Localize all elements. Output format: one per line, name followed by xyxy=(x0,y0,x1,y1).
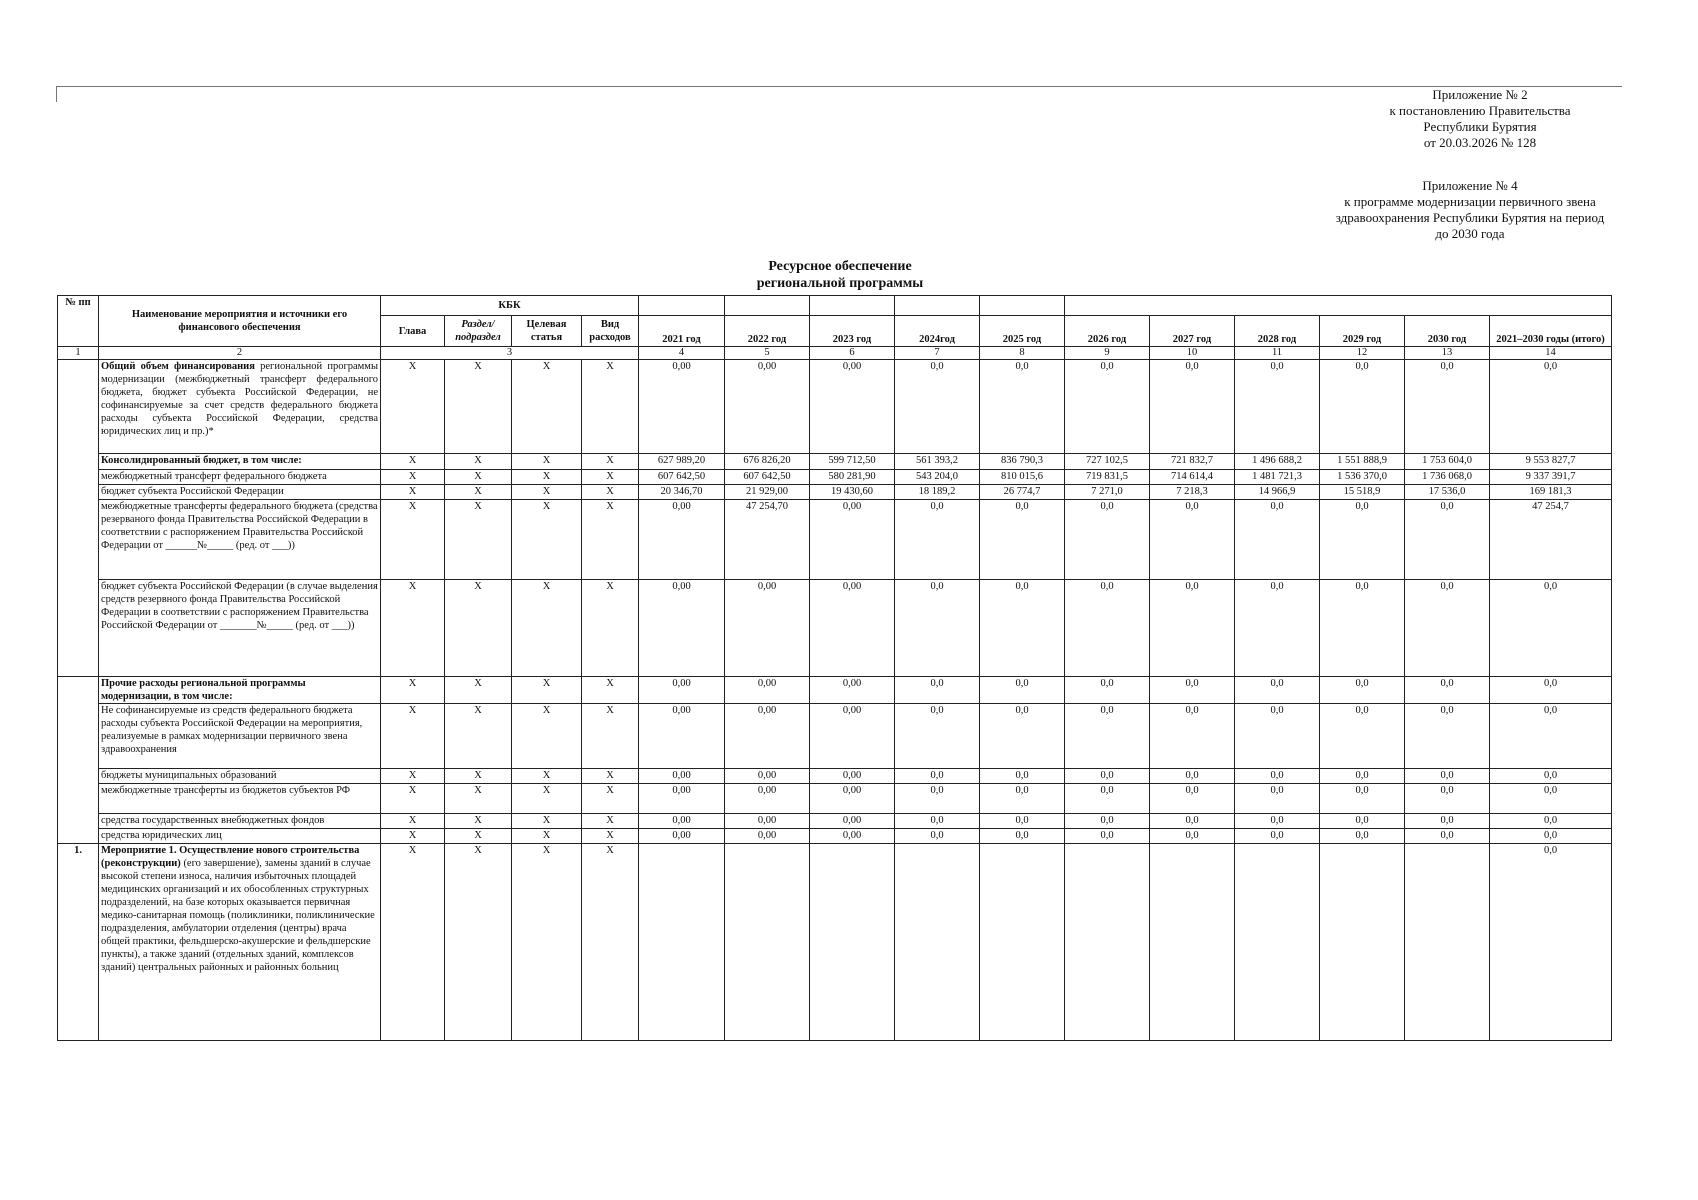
value-cell: 0,00 xyxy=(639,829,725,844)
kbk-cell: X xyxy=(381,704,445,769)
value-cell: 0,0 xyxy=(980,784,1065,814)
value-cell: 0,0 xyxy=(980,360,1065,454)
row-name: межбюджетный трансферт федерального бюджета xyxy=(99,470,381,485)
value-cell: 0,00 xyxy=(725,677,810,704)
value-cell: 0,0 xyxy=(1065,829,1150,844)
value-cell: 0,0 xyxy=(1065,769,1150,784)
value-cell: 0,0 xyxy=(1490,829,1612,844)
value-cell: 0,0 xyxy=(980,829,1065,844)
kbk-cell: X xyxy=(445,844,512,1041)
col-number: 3 xyxy=(381,347,639,360)
kbk-cell: X xyxy=(445,784,512,814)
kbk-cell: X xyxy=(512,485,582,500)
value-cell xyxy=(1235,844,1320,1041)
value-cell: 9 553 827,7 xyxy=(1490,454,1612,470)
kbk-cell: X xyxy=(512,500,582,580)
value-cell: 0,0 xyxy=(1150,784,1235,814)
row-name: бюджеты муниципальных образований xyxy=(99,769,381,784)
value-cell: 0,0 xyxy=(1150,580,1235,677)
value-cell: 0,0 xyxy=(1405,580,1490,677)
kbk-cell: X xyxy=(445,360,512,454)
table-row xyxy=(58,485,1612,500)
kbk-cell: X xyxy=(381,470,445,485)
col-number: 8 xyxy=(980,347,1065,360)
appendix-4-block xyxy=(1320,178,1620,242)
value-cell: 719 831,5 xyxy=(1065,470,1150,485)
kbk-cell: X xyxy=(582,784,639,814)
header-year-total: 2021–2030 годы (итого) xyxy=(1490,316,1612,347)
row-name: межбюджетные трансферты из бюджетов субъектов РФ xyxy=(99,784,381,814)
col-number: 1 xyxy=(58,347,99,360)
header-blank xyxy=(639,296,725,316)
col-number: 2 xyxy=(99,347,381,360)
kbk-cell: X xyxy=(381,500,445,580)
value-cell: 1 481 721,3 xyxy=(1235,470,1320,485)
value-cell: 0,0 xyxy=(1320,580,1405,677)
header-blank xyxy=(895,296,980,316)
header-year: 2025 год xyxy=(980,316,1065,347)
kbk-cell: X xyxy=(512,360,582,454)
kbk-cell: X xyxy=(512,829,582,844)
header-kbk-col: Вид расходов xyxy=(582,316,639,347)
value-cell: 0,0 xyxy=(1235,360,1320,454)
value-cell: 561 393,2 xyxy=(895,454,980,470)
value-cell: 0,0 xyxy=(1490,704,1612,769)
value-cell: 0,0 xyxy=(1150,769,1235,784)
col-number: 4 xyxy=(639,347,725,360)
row-name: Не софинансируемые из средств федерального бюджета расходы субъекта Российской Федерации на мероприятия, реализуемые в рамках модернизации первичного звена здравоохранения xyxy=(99,704,381,769)
kbk-cell: X xyxy=(582,500,639,580)
table-row xyxy=(58,500,1612,580)
value-cell: 0,00 xyxy=(810,829,895,844)
value-cell: 0,0 xyxy=(1235,704,1320,769)
value-cell: 0,0 xyxy=(1405,677,1490,704)
kbk-cell: X xyxy=(582,485,639,500)
kbk-cell: X xyxy=(381,769,445,784)
value-cell: 607 642,50 xyxy=(639,470,725,485)
kbk-cell: X xyxy=(512,814,582,829)
col-number: 6 xyxy=(810,347,895,360)
kbk-cell: X xyxy=(381,814,445,829)
title-line-1: Ресурсное обеспечение xyxy=(768,259,912,274)
value-cell: 0,0 xyxy=(1405,784,1490,814)
value-cell: 0,0 xyxy=(1150,360,1235,454)
value-cell xyxy=(1405,844,1490,1041)
col-number: 13 xyxy=(1405,347,1490,360)
kbk-cell: X xyxy=(445,814,512,829)
kbk-cell: X xyxy=(445,677,512,704)
table-row xyxy=(58,580,1612,677)
value-cell: 0,00 xyxy=(639,360,725,454)
value-cell: 0,00 xyxy=(725,580,810,677)
value-cell: 0,00 xyxy=(725,829,810,844)
value-cell: 0,0 xyxy=(1150,677,1235,704)
value-cell: 7 218,3 xyxy=(1150,485,1235,500)
value-cell: 0,0 xyxy=(1235,500,1320,580)
value-cell: 0,0 xyxy=(1405,769,1490,784)
value-cell: 0,0 xyxy=(1320,677,1405,704)
appendix-2-line: Приложение № 2 xyxy=(1432,87,1528,102)
row-name: бюджет субъекта Российской Федерации (в случае выделения средств резервного фонда Правительства Российской Федерации в соответствии с распоряжением Правительства Российской Федерации от _______№_____ (ред. от ___)) xyxy=(99,580,381,677)
value-cell: 0,0 xyxy=(1235,677,1320,704)
value-cell: 0,0 xyxy=(1235,829,1320,844)
kbk-cell: X xyxy=(445,500,512,580)
value-cell: 7 271,0 xyxy=(1065,485,1150,500)
value-cell: 0,00 xyxy=(725,360,810,454)
kbk-cell: X xyxy=(445,769,512,784)
value-cell: 47 254,70 xyxy=(725,500,810,580)
value-cell: 0,00 xyxy=(639,814,725,829)
value-cell: 0,0 xyxy=(980,677,1065,704)
header-kbk-col: Глава xyxy=(381,316,445,347)
kbk-cell: X xyxy=(512,784,582,814)
value-cell: 0,0 xyxy=(1150,704,1235,769)
value-cell: 0,0 xyxy=(895,769,980,784)
kbk-cell: X xyxy=(582,829,639,844)
kbk-cell: X xyxy=(582,677,639,704)
table-row xyxy=(58,454,1612,470)
value-cell xyxy=(810,844,895,1041)
value-cell: 0,00 xyxy=(810,784,895,814)
value-cell: 627 989,20 xyxy=(639,454,725,470)
value-cell: 0,0 xyxy=(1065,500,1150,580)
header-blank xyxy=(810,296,895,316)
kbk-cell: X xyxy=(512,454,582,470)
kbk-cell: X xyxy=(582,769,639,784)
row-name: межбюджетные трансферты федерального бюджета (средства резерваного фонда Правительства Российской Федерации в соответствии с распоряжением Правительства Российской Федерации от ______№_____ (ред. от ___)) xyxy=(99,500,381,580)
table-row xyxy=(58,360,1612,454)
kbk-cell: X xyxy=(512,844,582,1041)
col-number: 12 xyxy=(1320,347,1405,360)
value-cell: 0,0 xyxy=(1320,500,1405,580)
kbk-cell: X xyxy=(512,580,582,677)
value-cell: 676 826,20 xyxy=(725,454,810,470)
value-cell: 0,00 xyxy=(810,704,895,769)
header-year: 2026 год xyxy=(1065,316,1150,347)
col-number: 7 xyxy=(895,347,980,360)
kbk-cell: X xyxy=(582,814,639,829)
kbk-cell: X xyxy=(512,769,582,784)
value-cell: 810 015,6 xyxy=(980,470,1065,485)
value-cell: 0,0 xyxy=(1320,814,1405,829)
kbk-cell: X xyxy=(381,580,445,677)
value-cell: 14 966,9 xyxy=(1235,485,1320,500)
value-cell: 0,0 xyxy=(1490,784,1612,814)
value-cell: 0,0 xyxy=(980,500,1065,580)
kbk-cell: X xyxy=(381,485,445,500)
value-cell: 1 496 688,2 xyxy=(1235,454,1320,470)
value-cell: 0,00 xyxy=(639,677,725,704)
value-cell: 9 337 391,7 xyxy=(1490,470,1612,485)
table-row xyxy=(58,844,1612,1041)
value-cell: 0,00 xyxy=(639,704,725,769)
value-cell xyxy=(725,844,810,1041)
value-cell xyxy=(639,844,725,1041)
value-cell: 0,0 xyxy=(1490,769,1612,784)
appendix-2-line: к постановлению Правительства xyxy=(1389,103,1571,118)
value-cell: 0,0 xyxy=(895,829,980,844)
header-blank xyxy=(725,296,810,316)
header-year: 2027 год xyxy=(1150,316,1235,347)
header-blank xyxy=(1065,296,1612,316)
value-cell: 1 536 370,0 xyxy=(1320,470,1405,485)
value-cell: 169 181,3 xyxy=(1490,485,1612,500)
row-number-cell xyxy=(58,677,99,844)
value-cell: 0,00 xyxy=(639,500,725,580)
value-cell: 0,0 xyxy=(1320,360,1405,454)
value-cell: 0,0 xyxy=(1490,360,1612,454)
row-name-rest: региональной программы модернизации (межбюджетный трансферт федерального бюджета, бюджет субъекта Российской Федерации, не софинансируемые за счет средств федерального бюджета расходы субъекта Российской Федерации, средства юридических лиц и пр.)* xyxy=(101,361,378,437)
header-no: № пп xyxy=(58,296,99,347)
row-name-bold: Общий объем финансирования xyxy=(101,361,255,372)
value-cell: 0,0 xyxy=(1235,814,1320,829)
value-cell: 0,0 xyxy=(980,814,1065,829)
value-cell: 543 204,0 xyxy=(895,470,980,485)
value-cell: 15 518,9 xyxy=(1320,485,1405,500)
appendix-2-line: от 20.03.2026 № 128 xyxy=(1423,135,1537,150)
table-row xyxy=(58,769,1612,784)
row-name xyxy=(99,844,381,1041)
column-numbers-row xyxy=(58,347,1612,360)
value-cell: 727 102,5 xyxy=(1065,454,1150,470)
value-cell: 17 536,0 xyxy=(1405,485,1490,500)
value-cell: 0,0 xyxy=(895,360,980,454)
value-cell: 0,0 xyxy=(1320,784,1405,814)
value-cell: 0,00 xyxy=(725,814,810,829)
kbk-cell: X xyxy=(582,580,639,677)
value-cell: 0,0 xyxy=(1150,500,1235,580)
row-name xyxy=(99,360,381,454)
value-cell: 0,00 xyxy=(639,784,725,814)
value-cell: 0,0 xyxy=(895,814,980,829)
value-cell: 0,00 xyxy=(810,580,895,677)
kbk-cell: X xyxy=(512,470,582,485)
table-row xyxy=(58,470,1612,485)
table-row xyxy=(58,704,1612,769)
col-number: 11 xyxy=(1235,347,1320,360)
value-cell: 599 712,50 xyxy=(810,454,895,470)
row-name: средства юридических лиц xyxy=(99,829,381,844)
top-rule-tick xyxy=(56,86,57,102)
value-cell: 0,0 xyxy=(980,580,1065,677)
title-line-2: региональной программы xyxy=(756,276,924,291)
value-cell: 714 614,4 xyxy=(1150,470,1235,485)
value-cell: 0,0 xyxy=(1405,704,1490,769)
value-cell: 0,0 xyxy=(1320,769,1405,784)
value-cell xyxy=(980,844,1065,1041)
kbk-cell: X xyxy=(512,677,582,704)
value-cell: 0,0 xyxy=(1490,580,1612,677)
value-cell: 0,00 xyxy=(810,769,895,784)
value-cell: 0,0 xyxy=(980,704,1065,769)
table-row xyxy=(58,677,1612,704)
value-cell: 0,00 xyxy=(810,500,895,580)
value-cell: 0,0 xyxy=(895,784,980,814)
value-cell: 0,0 xyxy=(1235,769,1320,784)
value-cell: 0,0 xyxy=(1065,784,1150,814)
value-cell: 607 642,50 xyxy=(725,470,810,485)
value-cell: 18 189,2 xyxy=(895,485,980,500)
value-cell: 0,0 xyxy=(1405,829,1490,844)
appendix-4-line: к программе модернизации первичного звена xyxy=(1344,194,1596,209)
header-name: Наименование мероприятия и источники его финансового обеспечения xyxy=(99,296,381,347)
value-cell: 0,0 xyxy=(895,500,980,580)
value-cell: 0,0 xyxy=(980,769,1065,784)
kbk-cell: X xyxy=(445,704,512,769)
kbk-cell: X xyxy=(512,704,582,769)
value-cell: 0,0 xyxy=(1065,360,1150,454)
value-cell xyxy=(895,844,980,1041)
kbk-cell: X xyxy=(445,580,512,677)
kbk-cell: X xyxy=(381,677,445,704)
value-cell: 0,0 xyxy=(1235,580,1320,677)
header-year: 2030 год xyxy=(1405,316,1490,347)
row-number-cell xyxy=(58,360,99,677)
header-year: 2021 год xyxy=(639,316,725,347)
table-row xyxy=(58,814,1612,829)
row-name: Консолидированный бюджет, в том числе: xyxy=(99,454,381,470)
value-cell: 1 753 604,0 xyxy=(1405,454,1490,470)
appendix-4-line: здравоохранения Республики Бурятия на период xyxy=(1335,210,1605,225)
value-cell: 0,0 xyxy=(1405,500,1490,580)
col-number: 14 xyxy=(1490,347,1612,360)
value-cell: 836 790,3 xyxy=(980,454,1065,470)
col-number: 10 xyxy=(1150,347,1235,360)
col-number: 5 xyxy=(725,347,810,360)
resource-table xyxy=(57,295,1612,1041)
header-year: 2024год xyxy=(895,316,980,347)
value-cell: 0,0 xyxy=(1235,784,1320,814)
value-cell: 1 736 068,0 xyxy=(1405,470,1490,485)
document-title xyxy=(590,258,1090,292)
appendix-4-line: Приложение № 4 xyxy=(1422,178,1518,193)
value-cell: 0,0 xyxy=(895,580,980,677)
value-cell: 0,0 xyxy=(1150,829,1235,844)
appendix-2-block xyxy=(1360,87,1600,151)
value-cell: 580 281,90 xyxy=(810,470,895,485)
header-year: 2029 год xyxy=(1320,316,1405,347)
kbk-cell: X xyxy=(582,704,639,769)
value-cell: 0,0 xyxy=(1405,360,1490,454)
row-name-rest: (его завершение), замены зданий в случае высокой степени износа, наличия избыточных площадей медицинских организаций и их обособленных структурных подразделений, на базе которых оказывается первичная медико-санитарная помощь (поликлиники, поликлинические подразделения, амбулатории отделения (центры) врача общей практики, фельдшерско-акушерские и фельдшерские пункты), а также зданий (отдельных зданий, комплексов зданий) центральных районных и районных больниц xyxy=(101,858,375,973)
row-name-bold: Мероприятие 1. Осуществление нового строительства (реконструкции) xyxy=(101,845,360,869)
header-year: 2023 год xyxy=(810,316,895,347)
kbk-cell: X xyxy=(445,470,512,485)
value-cell: 0,00 xyxy=(639,769,725,784)
header-blank xyxy=(980,296,1065,316)
kbk-cell: X xyxy=(381,784,445,814)
row-name: Прочие расходы региональной программы модернизации, в том числе: xyxy=(99,677,381,704)
value-cell: 0,0 xyxy=(1405,814,1490,829)
kbk-cell: X xyxy=(582,844,639,1041)
value-cell: 0,0 xyxy=(1065,704,1150,769)
value-cell: 26 774,7 xyxy=(980,485,1065,500)
value-cell: 21 929,00 xyxy=(725,485,810,500)
table-row xyxy=(58,784,1612,814)
row-number: 1. xyxy=(58,844,99,1041)
col-number: 9 xyxy=(1065,347,1150,360)
value-cell: 47 254,7 xyxy=(1490,500,1612,580)
kbk-cell: X xyxy=(381,454,445,470)
value-cell: 721 832,7 xyxy=(1150,454,1235,470)
row-name: бюджет субъекта Российской Федерации xyxy=(99,485,381,500)
header-kbk-col: Раздел/ подраздел xyxy=(445,316,512,347)
value-cell: 0,0 xyxy=(1320,704,1405,769)
value-cell: 20 346,70 xyxy=(639,485,725,500)
kbk-cell: X xyxy=(445,454,512,470)
value-cell: 0,00 xyxy=(810,360,895,454)
row-name: средства государственных внебюджетных фондов xyxy=(99,814,381,829)
value-cell xyxy=(1065,844,1150,1041)
value-cell xyxy=(1150,844,1235,1041)
value-cell: 1 551 888,9 xyxy=(1320,454,1405,470)
value-cell: 0,00 xyxy=(725,704,810,769)
value-cell: 0,0 xyxy=(1490,844,1612,1041)
header-kbk: КБК xyxy=(381,296,639,316)
value-cell: 0,0 xyxy=(895,704,980,769)
appendix-4-line: до 2030 года xyxy=(1435,226,1505,241)
value-cell: 19 430,60 xyxy=(810,485,895,500)
value-cell: 0,0 xyxy=(1065,677,1150,704)
value-cell: 0,00 xyxy=(810,814,895,829)
header-kbk-col: Целевая статья xyxy=(512,316,582,347)
value-cell: 0,00 xyxy=(810,677,895,704)
kbk-cell: X xyxy=(582,470,639,485)
table-row xyxy=(58,829,1612,844)
kbk-cell: X xyxy=(445,829,512,844)
value-cell: 0,0 xyxy=(1490,814,1612,829)
header-year: 2028 год xyxy=(1235,316,1320,347)
value-cell: 0,0 xyxy=(1320,829,1405,844)
kbk-cell: X xyxy=(381,360,445,454)
kbk-cell: X xyxy=(445,485,512,500)
kbk-cell: X xyxy=(582,360,639,454)
kbk-cell: X xyxy=(381,844,445,1041)
kbk-cell: X xyxy=(582,454,639,470)
value-cell: 0,00 xyxy=(725,784,810,814)
value-cell: 0,0 xyxy=(895,677,980,704)
appendix-2-line: Республики Бурятия xyxy=(1423,119,1537,134)
value-cell: 0,00 xyxy=(639,580,725,677)
value-cell: 0,0 xyxy=(1065,580,1150,677)
value-cell: 0,0 xyxy=(1065,814,1150,829)
value-cell: 0,00 xyxy=(725,769,810,784)
kbk-cell: X xyxy=(381,829,445,844)
value-cell: 0,0 xyxy=(1490,677,1612,704)
header-year: 2022 год xyxy=(725,316,810,347)
value-cell: 0,0 xyxy=(1150,814,1235,829)
value-cell xyxy=(1320,844,1405,1041)
